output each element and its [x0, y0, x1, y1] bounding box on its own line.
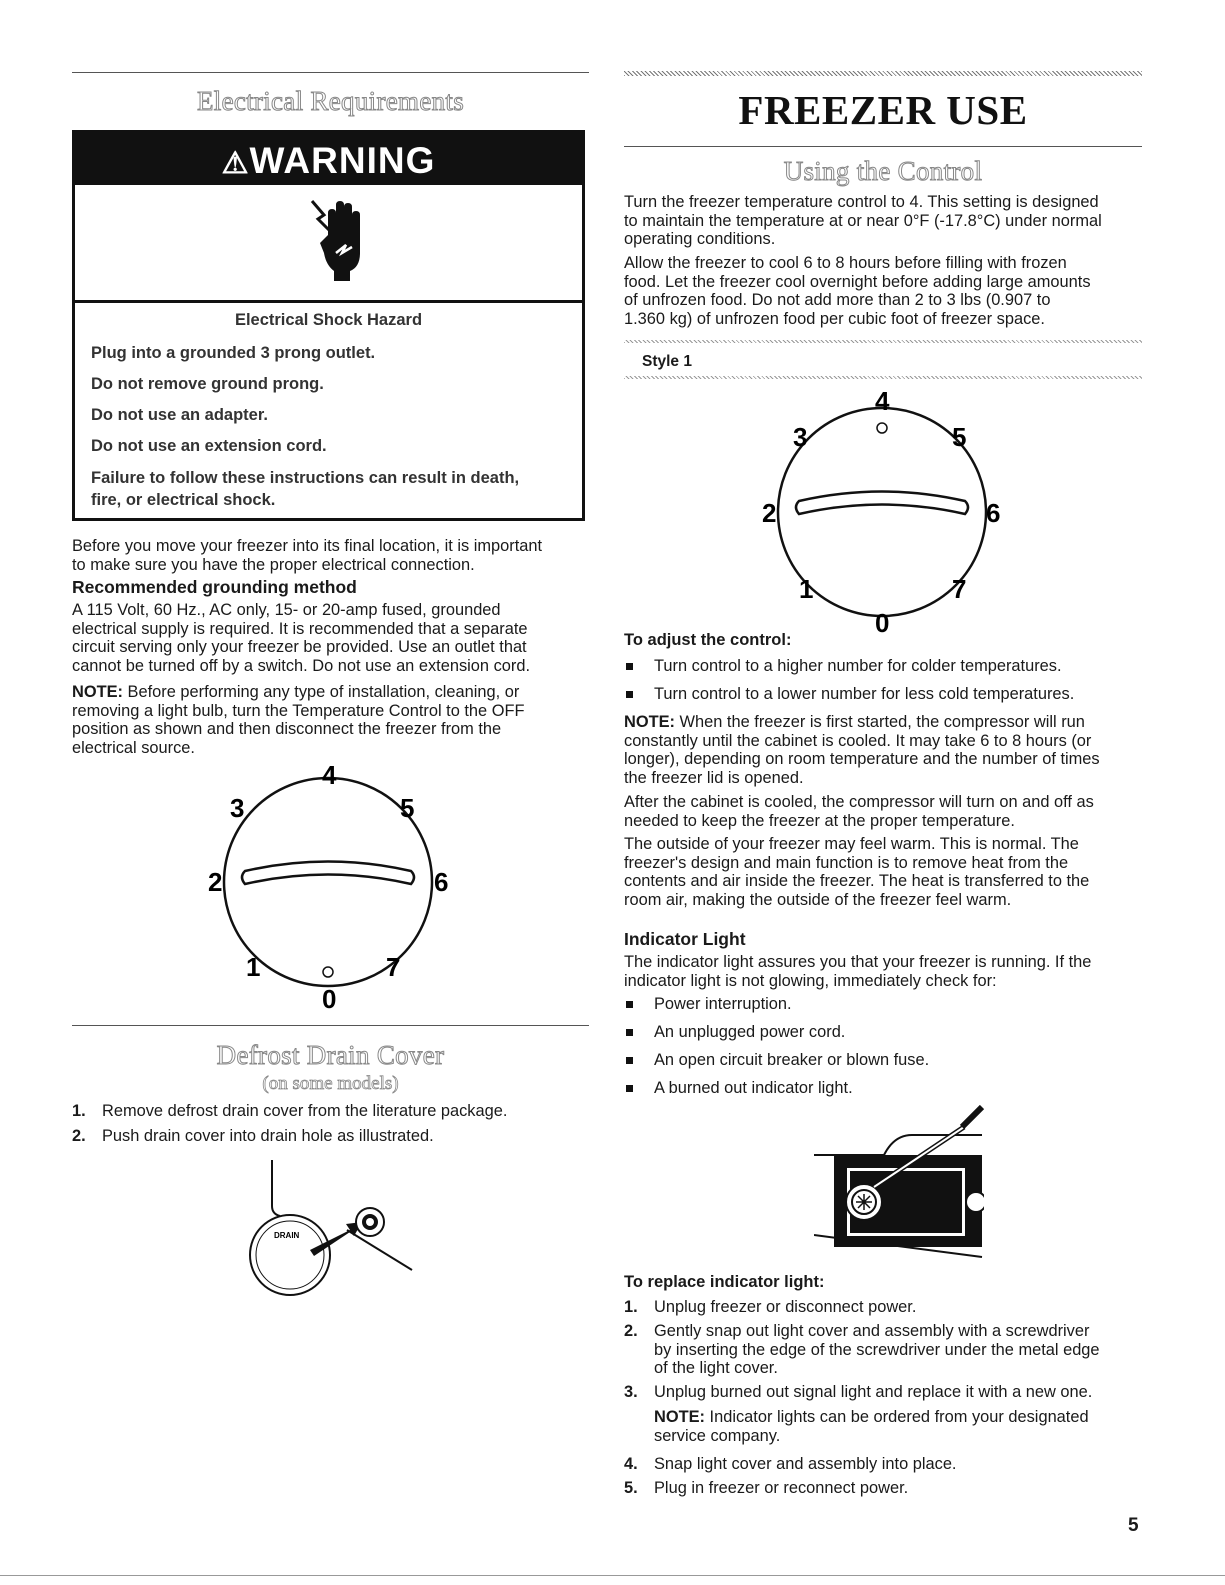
bullet	[626, 1085, 633, 1092]
dial-label-3: 3	[793, 422, 808, 452]
dial-label-7: 7	[952, 574, 967, 604]
warning-divider	[75, 300, 582, 303]
indicator-bullet-text: A burned out indicator light.	[654, 1079, 853, 1097]
control-rule	[624, 146, 1142, 147]
dial-label-1: 1	[246, 952, 261, 982]
defrost-step-text: Remove defrost drain cover from the literature package.	[102, 1102, 508, 1120]
adjust-bullet-text: Turn control to a higher number for colder temperatures.	[654, 657, 1062, 675]
replace-step-text: Unplug burned out signal light and replace it with a new one.	[654, 1383, 1093, 1401]
warning-title: ⚠WARNING	[221, 140, 436, 181]
dial-label-7: 7	[386, 952, 401, 982]
step-number: 2.	[624, 1322, 638, 1340]
electrical-requirements-title: Electrical Requirements	[196, 86, 465, 116]
adjust-bullet-text: Turn control to a lower number for less cold temperatures.	[654, 685, 1075, 703]
top-rule-left	[72, 72, 589, 73]
warning-line: fire, or electrical shock.	[91, 491, 276, 509]
indicator-bullet-text: An unplugged power cord.	[654, 1023, 846, 1041]
replace-step-text: Plug in freezer or reconnect power.	[654, 1479, 909, 1497]
warning-header	[75, 133, 582, 185]
defrost-step-text: Push drain cover into drain hole as illustrated.	[102, 1127, 434, 1145]
replace-light-heading: To replace indicator light:	[624, 1273, 825, 1291]
using-the-control-title: Using the Control	[783, 156, 983, 186]
grounding-heading: Recommended grounding method	[72, 577, 357, 597]
dial-label-3: 3	[230, 793, 245, 823]
replace-step-text: Snap light cover and assembly into place.	[654, 1455, 957, 1473]
warning-line: Failure to follow these instructions can result in death,	[91, 469, 520, 487]
warning-box	[72, 130, 585, 521]
control-paragraph-2: Allow the freezer to cool 6 to 8 hours before filling with frozen food. Let the freezer cool overnight before adding large amounts of unfrozen food. Do not add more than 2 to 3 lbs (0.907 to 1.360 kg) of unfrozen food per cubic foot of freezer space.	[624, 254, 1091, 328]
dial-label-5: 5	[952, 422, 967, 452]
warning-hazard-name: Electrical Shock Hazard	[234, 311, 423, 329]
drain-label: DRAIN	[274, 1231, 300, 1240]
dial-label-4: 4	[322, 760, 337, 790]
bottom-rule	[0, 1575, 1225, 1576]
drain-cover-illustration	[232, 1160, 422, 1310]
intro-paragraph: Before you move your freezer into its final location, it is important to make sure you have the proper electrical connection.	[72, 537, 543, 574]
dial-label-6: 6	[434, 867, 449, 897]
temperature-dial-style-1	[732, 388, 1032, 638]
defrost-subtitle: (on some models)	[262, 1073, 399, 1094]
dial-label-0: 0	[875, 608, 890, 638]
step-number: 5.	[624, 1479, 638, 1497]
control-paragraph-1: Turn the freezer temperature control to 4. This setting is designed to maintain the temperature at or near 0°F (-17.8°C) under normal operating conditions.	[624, 193, 1102, 248]
top-rule-right	[624, 71, 1142, 76]
adjust-control-heading: To adjust the control:	[624, 631, 792, 649]
indicator-bullet-text: An open circuit breaker or blown fuse.	[654, 1051, 930, 1069]
warning-triangle-icon: ⚠	[221, 147, 250, 180]
compressor-note: NOTE: When the freezer is first started, the compressor will run constantly until the cabinet is cooled. It may take 6 to 8 hours (or longer), depending on room temperature and the number of times the freezer lid is opened.	[624, 713, 1100, 787]
replace-step-text: Unplug freezer or disconnect power.	[654, 1298, 917, 1316]
warning-line: Do not use an extension cord.	[91, 437, 327, 455]
step-number: 1.	[624, 1298, 638, 1316]
bullet	[626, 1001, 633, 1008]
dial-label-2: 2	[208, 867, 223, 897]
bullet	[626, 663, 633, 670]
defrost-rule	[72, 1025, 589, 1026]
step-number: 3.	[624, 1383, 638, 1401]
style-rule-top	[624, 340, 1142, 343]
electric-shock-hand-icon	[306, 193, 376, 283]
page-number: 5	[1128, 1515, 1139, 1536]
indicator-light-heading: Indicator Light	[624, 929, 746, 949]
replace-note: NOTE: Indicator lights can be ordered from your designated service company.	[654, 1408, 1089, 1445]
step-number: 4.	[624, 1455, 638, 1473]
indicator-bullet-text: Power interruption.	[654, 995, 792, 1013]
step-number: 2.	[72, 1127, 86, 1145]
indicator-paragraph: The indicator light assures you that your freezer is running. If the indicator light is not glowing, immediately check for:	[624, 953, 1092, 990]
defrost-drain-cover-title: Defrost Drain Cover	[216, 1040, 445, 1070]
dial-label-2: 2	[762, 498, 777, 528]
dial-label-1: 1	[799, 574, 814, 604]
dial-label-0: 0	[322, 984, 337, 1014]
note-paragraph: NOTE: Before performing any type of installation, cleaning, or removing a light bulb, turn the Temperature Control to the OFF position as shown and then disconnect the freezer from the electrical source.	[72, 683, 525, 757]
temperature-dial-off	[178, 760, 478, 1020]
warning-line: Do not use an adapter.	[91, 406, 268, 424]
indicator-light-illustration	[814, 1105, 984, 1265]
warm-paragraph: The outside of your freezer may feel warm. This is normal. The freezer's design and main function is to remove heat from the contents and air inside the freezer. The heat is transferred to the room air, making the outside of the freezer feel warm.	[624, 835, 1090, 909]
replace-step-text: Gently snap out light cover and assembly with a screwdriver by inserting the edge of the screwdriver under the metal edge of the light cover.	[654, 1322, 1100, 1377]
dial-label-4: 4	[875, 388, 890, 416]
dial-label-5: 5	[400, 793, 415, 823]
step-number: 1.	[72, 1102, 86, 1120]
freezer-use-title: FREEZER USE	[738, 87, 1028, 133]
cooled-paragraph: After the cabinet is cooled, the compressor will turn on and off as needed to keep the freezer at the proper temperature.	[624, 793, 1094, 830]
bullet	[626, 691, 633, 698]
bullet	[626, 1029, 633, 1036]
warning-line: Do not remove ground prong.	[91, 375, 324, 393]
warning-line: Plug into a grounded 3 prong outlet.	[91, 344, 376, 362]
style-label: Style 1	[642, 353, 692, 370]
bullet	[626, 1057, 633, 1064]
style-rule-bottom	[624, 376, 1142, 379]
grounding-paragraph: A 115 Volt, 60 Hz., AC only, 15- or 20-amp fused, grounded electrical supply is required. It is recommended that a separate circuit serving only your freezer be provided. Use an outlet that cannot be turned off by a switch. Do not use an extension cord.	[72, 601, 531, 675]
dial-label-6: 6	[986, 498, 1001, 528]
